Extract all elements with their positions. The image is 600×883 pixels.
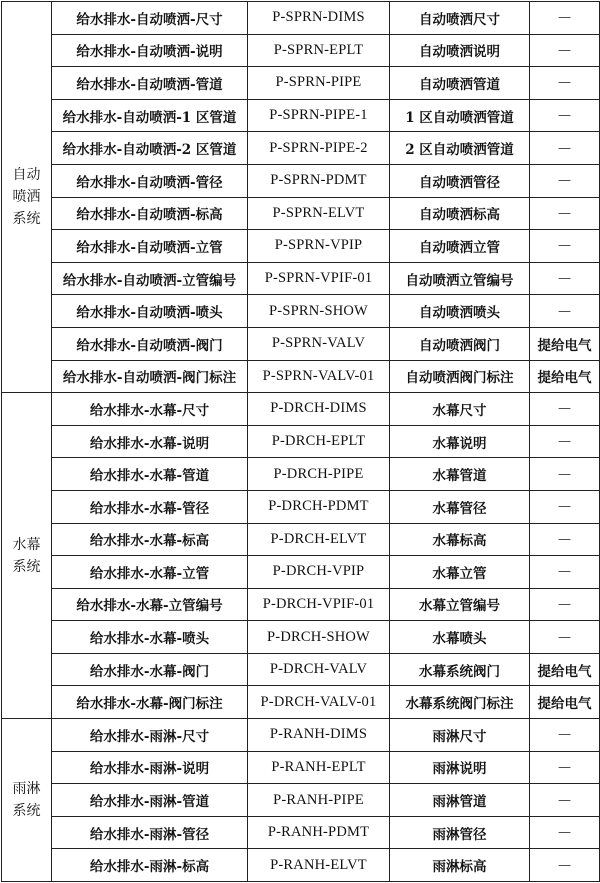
table-row (2, 816, 600, 849)
layer-note-cell: 提给电气 (530, 327, 600, 360)
layer-name-cell: 给水排水-水幕-尺寸 (52, 393, 248, 426)
layer-note-cell: — (530, 490, 600, 523)
group-label (2, 719, 52, 882)
layer-desc-cell: 水幕立管编号 (390, 588, 530, 621)
layer-code-cell: P-SPRN-DIMS (248, 2, 390, 35)
layer-note-cell: — (530, 621, 600, 654)
layer-code-cell: P-SPRN-EPLT (248, 34, 390, 67)
layer-code-cell: P-DRCH-VPIF-01 (248, 588, 390, 621)
table-row (2, 360, 600, 393)
layer-code-cell: P-RANH-PIPE (248, 784, 390, 817)
table-row (2, 2, 600, 35)
layer-name-cell: 给水排水-自动喷洒-立管 (52, 230, 248, 263)
table-row (2, 327, 600, 360)
layer-code-cell: P-SPRN-VALV (248, 327, 390, 360)
layer-name-cell: 给水排水-雨淋-标高 (52, 849, 248, 882)
layer-desc-cell: 水幕尺寸 (390, 393, 530, 426)
table-row (2, 849, 600, 882)
layer-name-cell: 给水排水-水幕-说明 (52, 425, 248, 458)
layer-name-cell: 给水排水-自动喷洒-2 区管道 (52, 132, 248, 165)
layer-note-cell: — (530, 556, 600, 589)
layer-desc-cell: 水幕管径 (390, 490, 530, 523)
layer-desc-cell: 自动喷洒标高 (390, 197, 530, 230)
table-row (2, 751, 600, 784)
table-body (2, 2, 600, 882)
layer-desc-cell: 水幕系统阀门标注 (390, 686, 530, 719)
layer-code-cell: P-SPRN-PIPE-2 (248, 132, 390, 165)
layer-code-cell: P-SPRN-PDMT (248, 164, 390, 197)
group-label-line: 水幕 (12, 536, 41, 553)
layer-code-cell: P-DRCH-EPLT (248, 425, 390, 458)
table-row (2, 621, 600, 654)
layer-desc-cell: 水幕系统阀门 (390, 653, 530, 686)
layer-desc-cell: 水幕说明 (390, 425, 530, 458)
table-row (2, 164, 600, 197)
layer-code-cell: P-RANH-PDMT (248, 816, 390, 849)
layer-note-cell: — (530, 99, 600, 132)
layer-name-cell: 给水排水-水幕-立管 (52, 556, 248, 589)
layer-name-cell: 给水排水-水幕-阀门 (52, 653, 248, 686)
table-row (2, 653, 600, 686)
layer-desc-cell: 水幕立管 (390, 556, 530, 589)
layer-code-cell: P-SPRN-VPIF-01 (248, 262, 390, 295)
layer-note-cell: — (530, 230, 600, 263)
layer-name-cell: 给水排水-自动喷洒-阀门标注 (52, 360, 248, 393)
table-row (2, 719, 600, 752)
layer-note-cell: — (530, 164, 600, 197)
table-row (2, 230, 600, 263)
layer-desc-cell: 雨淋尺寸 (390, 719, 530, 752)
layer-code-cell: P-DRCH-SHOW (248, 621, 390, 654)
layer-note-cell: 提给电气 (530, 686, 600, 719)
layer-name-cell: 给水排水-自动喷洒-尺寸 (52, 2, 248, 35)
layer-desc-cell: 自动喷洒喷头 (390, 295, 530, 328)
layer-note-cell: — (530, 295, 600, 328)
layer-code-cell: P-RANH-ELVT (248, 849, 390, 882)
layer-name-cell: 给水排水-水幕-阀门标注 (52, 686, 248, 719)
layer-desc-cell: 水幕管道 (390, 458, 530, 491)
layer-code-cell: P-DRCH-PDMT (248, 490, 390, 523)
table-row (2, 262, 600, 295)
table-row (2, 556, 600, 589)
layer-code-cell: P-SPRN-VALV-01 (248, 360, 390, 393)
layer-note-cell: — (530, 2, 600, 35)
layer-desc-cell: 雨淋管径 (390, 816, 530, 849)
layer-name-cell: 给水排水-自动喷洒-1 区管道 (52, 99, 248, 132)
table-row (2, 132, 600, 165)
layer-code-cell: P-DRCH-VPIP (248, 556, 390, 589)
layer-desc-cell: 自动喷洒说明 (390, 34, 530, 67)
layer-name-cell: 给水排水-水幕-标高 (52, 523, 248, 556)
layer-name-cell: 给水排水-水幕-管径 (52, 490, 248, 523)
layer-name-cell: 给水排水-雨淋-管径 (52, 816, 248, 849)
layer-note-cell: — (530, 784, 600, 817)
layer-desc-cell: 自动喷洒阀门 (390, 327, 530, 360)
layer-name-cell: 给水排水-自动喷洒-阀门 (52, 327, 248, 360)
table-row (2, 425, 600, 458)
layer-code-cell: P-DRCH-VALV-01 (248, 686, 390, 719)
layer-desc-cell: 水幕喷头 (390, 621, 530, 654)
table-row (2, 393, 600, 426)
layer-note-cell: — (530, 262, 600, 295)
layer-note-cell: 提给电气 (530, 653, 600, 686)
layer-desc-cell: 自动喷洒管道 (390, 67, 530, 100)
group-label (2, 393, 52, 719)
table-row (2, 784, 600, 817)
layer-note-cell: — (530, 751, 600, 784)
layer-code-cell: P-DRCH-DIMS (248, 393, 390, 426)
layer-desc-cell: 雨淋管道 (390, 784, 530, 817)
layer-name-cell: 给水排水-雨淋-尺寸 (52, 719, 248, 752)
table-row (2, 523, 600, 556)
layer-desc-cell: 自动喷洒立管 (390, 230, 530, 263)
layer-desc-cell: 自动喷洒管径 (390, 164, 530, 197)
layer-name-cell: 给水排水-雨淋-说明 (52, 751, 248, 784)
layer-note-cell: — (530, 849, 600, 882)
layer-code-cell: P-RANH-DIMS (248, 719, 390, 752)
layer-code-cell: P-SPRN-PIPE-1 (248, 99, 390, 132)
layer-name-cell: 给水排水-雨淋-管道 (52, 784, 248, 817)
layer-code-cell: P-SPRN-SHOW (248, 295, 390, 328)
layer-code-cell: P-SPRN-ELVT (248, 197, 390, 230)
layer-name-cell: 给水排水-水幕-喷头 (52, 621, 248, 654)
group-label-line: 系统 (12, 803, 41, 820)
layer-note-cell: — (530, 523, 600, 556)
layer-desc-cell: 自动喷洒阀门标注 (390, 360, 530, 393)
layer-name-cell: 给水排水-自动喷洒-标高 (52, 197, 248, 230)
layer-desc-cell: 自动喷洒立管编号 (390, 262, 530, 295)
layer-code-cell: P-DRCH-VALV (248, 653, 390, 686)
table-row (2, 686, 600, 719)
layer-table (1, 1, 600, 882)
table-row (2, 490, 600, 523)
layer-note-cell: — (530, 393, 600, 426)
layer-code-cell: P-DRCH-PIPE (248, 458, 390, 491)
table-row (2, 588, 600, 621)
layer-note-cell: — (530, 425, 600, 458)
layer-code-cell: P-RANH-EPLT (248, 751, 390, 784)
group-label-line: 雨淋 (12, 781, 41, 798)
layer-note-cell: — (530, 458, 600, 491)
table-row (2, 295, 600, 328)
layer-name-cell: 给水排水-自动喷洒-管道 (52, 67, 248, 100)
table-row (2, 34, 600, 67)
layer-name-cell: 给水排水-自动喷洒-立管编号 (52, 262, 248, 295)
layer-note-cell: — (530, 588, 600, 621)
group-label-line: 喷洒 (12, 189, 41, 206)
layer-desc-cell: 自动喷洒尺寸 (390, 2, 530, 35)
group-label-line: 系统 (12, 211, 41, 228)
table-row (2, 67, 600, 100)
layer-code-cell: P-SPRN-VPIP (248, 230, 390, 263)
layer-name-cell: 给水排水-自动喷洒-管径 (52, 164, 248, 197)
group-label-line: 自动 (12, 167, 41, 184)
layer-desc-cell: 1 区自动喷洒管道 (390, 99, 530, 132)
group-label (2, 2, 52, 393)
layer-desc-cell: 水幕标高 (390, 523, 530, 556)
layer-note-cell: — (530, 816, 600, 849)
group-label-line: 系统 (12, 558, 41, 575)
layer-note-cell: — (530, 719, 600, 752)
layer-desc-cell: 2 区自动喷洒管道 (390, 132, 530, 165)
layer-note-cell: — (530, 67, 600, 100)
table-row (2, 458, 600, 491)
layer-code-cell: P-DRCH-ELVT (248, 523, 390, 556)
table-row (2, 99, 600, 132)
layer-name-cell: 给水排水-自动喷洒-喷头 (52, 295, 248, 328)
layer-note-cell: — (530, 34, 600, 67)
layer-name-cell: 给水排水-水幕-管道 (52, 458, 248, 491)
layer-note-cell: — (530, 197, 600, 230)
layer-code-cell: P-SPRN-PIPE (248, 67, 390, 100)
layer-name-cell: 给水排水-水幕-立管编号 (52, 588, 248, 621)
layer-name-cell: 给水排水-自动喷洒-说明 (52, 34, 248, 67)
layer-note-cell: — (530, 132, 600, 165)
layer-note-cell: 提给电气 (530, 360, 600, 393)
layer-desc-cell: 雨淋说明 (390, 751, 530, 784)
table-row (2, 197, 600, 230)
layer-desc-cell: 雨淋标高 (390, 849, 530, 882)
